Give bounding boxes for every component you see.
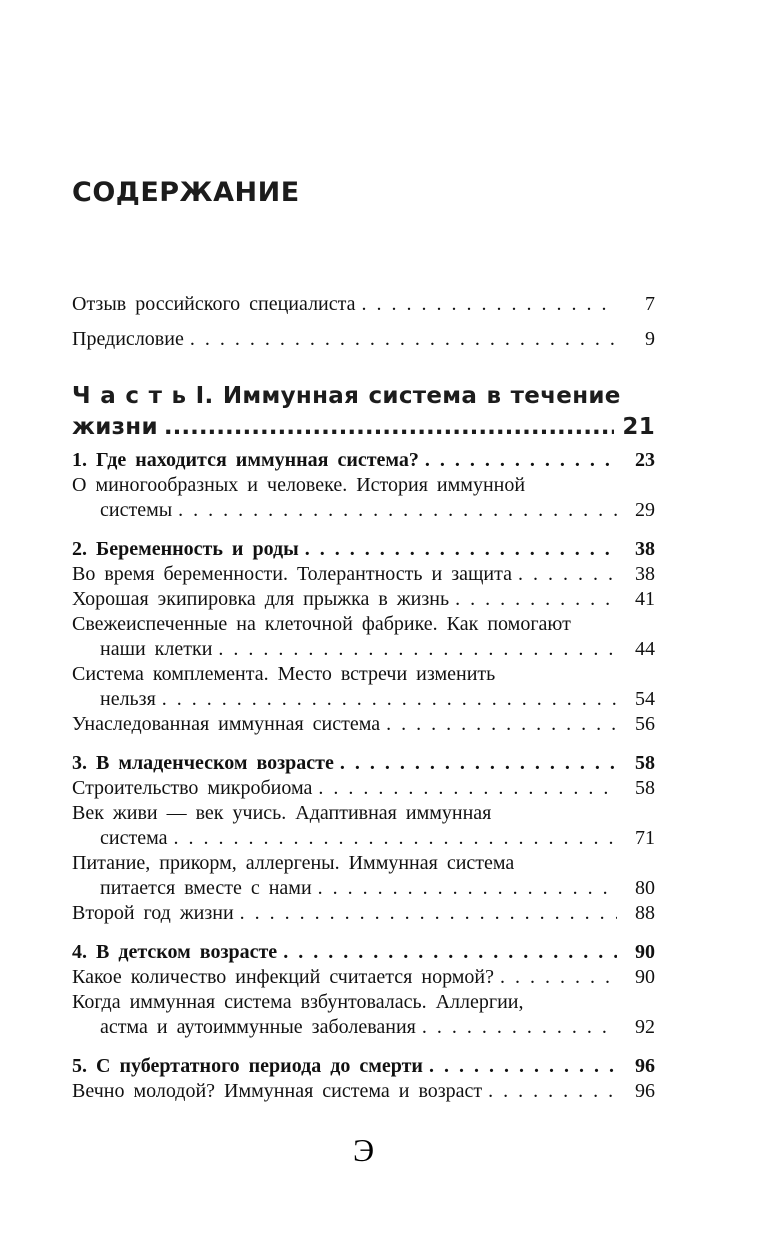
toc-entry-text: Когда иммунная система взбунтовалась. Аллергии, (72, 991, 524, 1013)
toc-entry (72, 587, 655, 612)
toc-entry-text: Во время беременности. Толерантность и защита (72, 563, 512, 585)
page-number: 38 (635, 563, 655, 585)
dot-leader (162, 687, 617, 712)
page-number: 23 (635, 449, 655, 471)
toc-entry-text: 2. Беременность и роды (72, 538, 299, 560)
page-number: 44 (635, 638, 655, 660)
dot-leader (429, 1054, 617, 1079)
dot-leader (422, 1015, 617, 1040)
table-of-contents (72, 287, 655, 1104)
toc-entry (72, 1079, 655, 1104)
page-number: 58 (635, 752, 655, 774)
toc-entry (72, 473, 655, 498)
dot-leader (218, 637, 617, 662)
page-number: 21 (622, 414, 655, 440)
page-number: 92 (635, 1016, 655, 1038)
page-number: 71 (635, 827, 655, 849)
toc-entry-text: питается вместе с нами (100, 877, 312, 899)
page-title: СОДЕРЖАНИЕ (72, 177, 300, 208)
toc-entry (72, 851, 655, 876)
toc-entry (72, 801, 655, 826)
toc-entry-text: Свежеиспеченные на клеточной фабрике. Как помогают (72, 613, 571, 635)
toc-entry (72, 612, 655, 637)
dot-leader (283, 940, 617, 965)
toc-entry-text: Какое количество инфекций считается нормой? (72, 966, 494, 988)
chapter-entry (72, 940, 655, 965)
part-heading-text: жизни (72, 414, 158, 440)
dot-leader (340, 751, 617, 776)
toc-entry-text: Питание, прикорм, аллергены. Иммунная система (72, 852, 515, 874)
toc-entry (72, 876, 655, 901)
dot-leader (362, 287, 618, 322)
page-number: 38 (635, 538, 655, 560)
dot-leader (318, 776, 617, 801)
toc-entry-text: Предисловие (72, 328, 184, 350)
toc-entry-text: системы (100, 499, 173, 521)
dot-leader (500, 965, 617, 990)
toc-entry-text: О миногообразных и человеке. История иммунной (72, 474, 526, 496)
toc-entry-text: 3. В младенческом возрасте (72, 752, 334, 774)
page-number: 7 (645, 293, 655, 315)
toc-entry (72, 990, 655, 1015)
toc-entry (72, 637, 655, 662)
page-number: 96 (635, 1055, 655, 1077)
toc-entry-text: Строительство микробиома (72, 777, 313, 799)
toc-entry (72, 322, 655, 357)
toc-entry (72, 687, 655, 712)
dot-leader (240, 901, 617, 926)
toc-entry (72, 965, 655, 990)
part-heading-line (72, 381, 655, 412)
dot-leader (190, 322, 617, 357)
toc-entry (72, 562, 655, 587)
toc-entry-text: астма и аутоиммунные заболевания (100, 1016, 416, 1038)
toc-entry-text: Вечно молодой? Иммунная система и возраст (72, 1080, 483, 1102)
toc-entry (72, 498, 655, 523)
toc-entry-text: нельзя (100, 688, 156, 710)
page-number: 88 (635, 902, 655, 924)
toc-entry (72, 287, 655, 322)
dot-leader (318, 876, 617, 901)
part-heading-line (72, 412, 655, 443)
page-number: 9 (645, 328, 655, 350)
toc-entry (72, 826, 655, 851)
toc-entry-text: Унаследованная иммунная система (72, 713, 381, 735)
page-number: 90 (635, 941, 655, 963)
dot-leader (488, 1079, 617, 1104)
page-number: 96 (635, 1080, 655, 1102)
chapter-entry (72, 537, 655, 562)
chapter-entry (72, 751, 655, 776)
page-number: 90 (635, 966, 655, 988)
toc-entry-text: система (100, 827, 168, 849)
dot-leader (305, 537, 617, 562)
toc-entry (72, 1015, 655, 1040)
dot-leader (173, 826, 617, 851)
toc-entry (72, 901, 655, 926)
page-number: 29 (635, 499, 655, 521)
toc-entry-text: Век живи — век учись. Адаптивная иммунная (72, 802, 492, 824)
dot-leader (386, 712, 617, 737)
dot-leader (518, 562, 617, 587)
page-number: 54 (635, 688, 655, 710)
page-number: 56 (635, 713, 655, 735)
chapter-entry (72, 1054, 655, 1079)
toc-entry-text: Система комплемента. Место встречи изменить (72, 663, 496, 685)
toc-entry-text: 4. В детском возрасте (72, 941, 278, 963)
toc-entry-text: Хорошая экипировка для прыжка в жизнь (72, 588, 450, 610)
publisher-logo: Э (352, 1132, 375, 1168)
dot-leader (178, 498, 617, 523)
toc-entry-text: 5. С пубертатного периода до смерти (72, 1055, 423, 1077)
part-heading-text: Ч а с т ь I. Иммунная система в течение (72, 383, 621, 409)
page-number: 41 (635, 588, 655, 610)
page-number: 58 (635, 777, 655, 799)
toc-entry-text: Отзыв российского специалиста (72, 293, 356, 315)
toc-entry-text: Второй год жизни (72, 902, 234, 924)
dot-leader (425, 448, 617, 473)
dot-leader (164, 412, 615, 443)
toc-entry (72, 662, 655, 687)
page-number: 80 (635, 877, 655, 899)
chapter-entry (72, 448, 655, 473)
toc-entry (72, 776, 655, 801)
toc-entry (72, 712, 655, 737)
dot-leader (455, 587, 617, 612)
toc-entry-text: 1. Где находится иммунная система? (72, 449, 419, 471)
toc-entry-text: наши клетки (100, 638, 213, 660)
